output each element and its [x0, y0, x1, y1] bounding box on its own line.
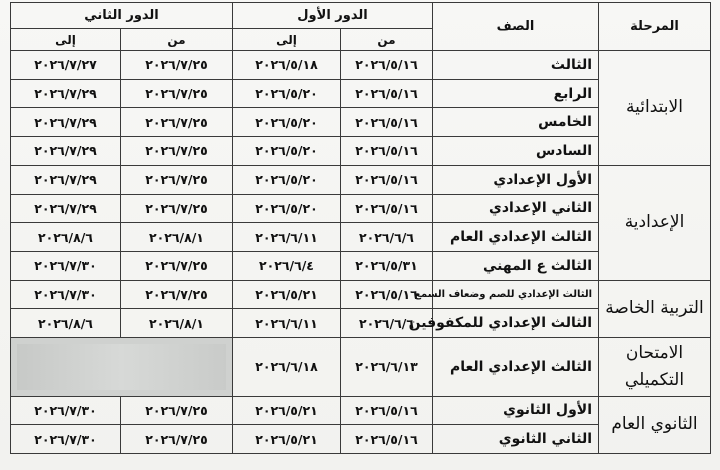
second-round-from-cell: ٢٠٢٦/٧/٢٥: [121, 165, 233, 194]
second-round-to-cell: ٢٠٢٦/٧/٣٠: [11, 251, 121, 280]
first-round-to-cell: ٢٠٢٦/٥/٢٠: [233, 194, 341, 223]
header-second-from: من: [121, 29, 233, 51]
second-round-to-cell: ٢٠٢٦/٧/٣٠: [11, 425, 121, 454]
header-grade: الصف: [433, 3, 599, 51]
first-round-from-cell: ٢٠٢٦/٥/١٦: [341, 51, 433, 80]
grade-cell: الأول الثانوي: [433, 396, 599, 425]
grade-cell: الثالث الإعدادي العام: [433, 223, 599, 252]
header-first-to: إلى: [233, 29, 341, 51]
first-round-from-cell: ٢٠٢٦/٥/١٦: [341, 137, 433, 166]
second-round-from-cell: ٢٠٢٦/٧/٢٥: [121, 194, 233, 223]
second-round-from-cell: ٢٠٢٦/٧/٢٥: [121, 425, 233, 454]
header-first-round: الدور الأول: [233, 3, 433, 29]
first-round-from-cell: ٢٠٢٦/٦/١٣: [341, 338, 433, 396]
second-round-to-cell: ٢٠٢٦/٧/٢٩: [11, 165, 121, 194]
grade-cell: السادس: [433, 137, 599, 166]
first-round-to-cell: ٢٠٢٦/٦/١٨: [233, 338, 341, 396]
stage-cell: الإعدادية: [599, 165, 711, 280]
stage-cell: الابتدائية: [599, 51, 711, 166]
grade-cell: الأول الإعدادي: [433, 165, 599, 194]
first-round-to-cell: ٢٠٢٦/٥/٢١: [233, 280, 341, 309]
first-round-to-cell: ٢٠٢٦/٥/٢٠: [233, 165, 341, 194]
second-round-from-cell: ٢٠٢٦/٧/٢٥: [121, 79, 233, 108]
second-round-to-cell: ٢٠٢٦/٧/٢٩: [11, 108, 121, 137]
first-round-from-cell: ٢٠٢٦/٦/٦: [341, 223, 433, 252]
second-round-from-cell: ٢٠٢٦/٧/٢٥: [121, 108, 233, 137]
table-row: [11, 338, 711, 396]
second-round-to-cell: ٢٠٢٦/٧/٢٧: [11, 51, 121, 80]
grade-cell: الخامس: [433, 108, 599, 137]
first-round-to-cell: ٢٠٢٦/٦/١١: [233, 309, 341, 338]
first-round-to-cell: ٢٠٢٦/٥/٢٠: [233, 108, 341, 137]
blurred-region: [11, 338, 233, 396]
second-round-from-cell: ٢٠٢٦/٧/٢٥: [121, 137, 233, 166]
second-round-from-cell: ٢٠٢٦/٨/١: [121, 223, 233, 252]
grade-cell: الثالث الإعدادي العام: [433, 338, 599, 396]
second-round-to-cell: ٢٠٢٦/٧/٢٩: [11, 194, 121, 223]
second-round-from-cell: ٢٠٢٦/٧/٢٥: [121, 396, 233, 425]
first-round-from-cell: ٢٠٢٦/٥/١٦: [341, 79, 433, 108]
grade-cell: الثاني الإعدادي: [433, 194, 599, 223]
blur-patch: [17, 344, 226, 390]
second-round-to-cell: ٢٠٢٦/٧/٣٠: [11, 280, 121, 309]
first-round-from-cell: ٢٠٢٦/٥/١٦: [341, 425, 433, 454]
second-round-to-cell: ٢٠٢٦/٧/٣٠: [11, 396, 121, 425]
first-round-to-cell: ٢٠٢٦/٦/١١: [233, 223, 341, 252]
grade-cell: الثالث ع المهني: [433, 251, 599, 280]
first-round-to-cell: ٢٠٢٦/٥/٢١: [233, 396, 341, 425]
first-round-from-cell: ٢٠٢٦/٥/١٦: [341, 396, 433, 425]
first-round-from-cell: ٢٠٢٦/٥/١٦: [341, 165, 433, 194]
second-round-to-cell: ٢٠٢٦/٨/٦: [11, 309, 121, 338]
table-row: [11, 280, 711, 309]
header-first-from: من: [341, 29, 433, 51]
first-round-to-cell: ٢٠٢٦/٦/٤: [233, 251, 341, 280]
first-round-to-cell: ٢٠٢٦/٥/١٨: [233, 51, 341, 80]
stage-cell: الامتحان التكميلي: [599, 338, 711, 396]
second-round-to-cell: ٢٠٢٦/٧/٢٩: [11, 79, 121, 108]
grade-cell: الثالث الإعدادي للصم وضعاف السمع: [433, 280, 599, 309]
first-round-from-cell: ٢٠٢٦/٥/١٦: [341, 194, 433, 223]
first-round-to-cell: ٢٠٢٦/٥/٢٠: [233, 79, 341, 108]
first-round-to-cell: ٢٠٢٦/٥/٢٠: [233, 137, 341, 166]
table-row: [11, 165, 711, 194]
grade-cell: الثالث الإعدادي للمكفوفين: [433, 309, 599, 338]
second-round-from-cell: ٢٠٢٦/٧/٢٥: [121, 251, 233, 280]
first-round-from-cell: ٢٠٢٦/٥/٣١: [341, 251, 433, 280]
grade-cell: الرابع: [433, 79, 599, 108]
first-round-from-cell: ٢٠٢٦/٦/٦: [341, 309, 433, 338]
table-row: [11, 396, 711, 425]
first-round-from-cell: ٢٠٢٦/٥/١٦: [341, 108, 433, 137]
first-round-to-cell: ٢٠٢٦/٥/٢١: [233, 425, 341, 454]
exam-schedule-table: [10, 2, 711, 454]
header-second-round: الدور الثاني: [11, 3, 233, 29]
second-round-to-cell: ٢٠٢٦/٧/٢٩: [11, 137, 121, 166]
second-round-from-cell: ٢٠٢٦/٨/١: [121, 309, 233, 338]
stage-cell: التربية الخاصة: [599, 280, 711, 337]
header-row-top: [11, 3, 711, 29]
header-stage: المرحلة: [599, 3, 711, 51]
grade-cell: الثالث: [433, 51, 599, 80]
grade-cell: الثاني الثانوي: [433, 425, 599, 454]
table-row: [11, 51, 711, 80]
second-round-from-cell: ٢٠٢٦/٧/٢٥: [121, 280, 233, 309]
first-round-from-cell: ٢٠٢٦/٥/١٦: [341, 280, 433, 309]
header-second-to: إلى: [11, 29, 121, 51]
stage-cell: الثانوي العام: [599, 396, 711, 454]
second-round-to-cell: ٢٠٢٦/٨/٦: [11, 223, 121, 252]
second-round-from-cell: ٢٠٢٦/٧/٢٥: [121, 51, 233, 80]
